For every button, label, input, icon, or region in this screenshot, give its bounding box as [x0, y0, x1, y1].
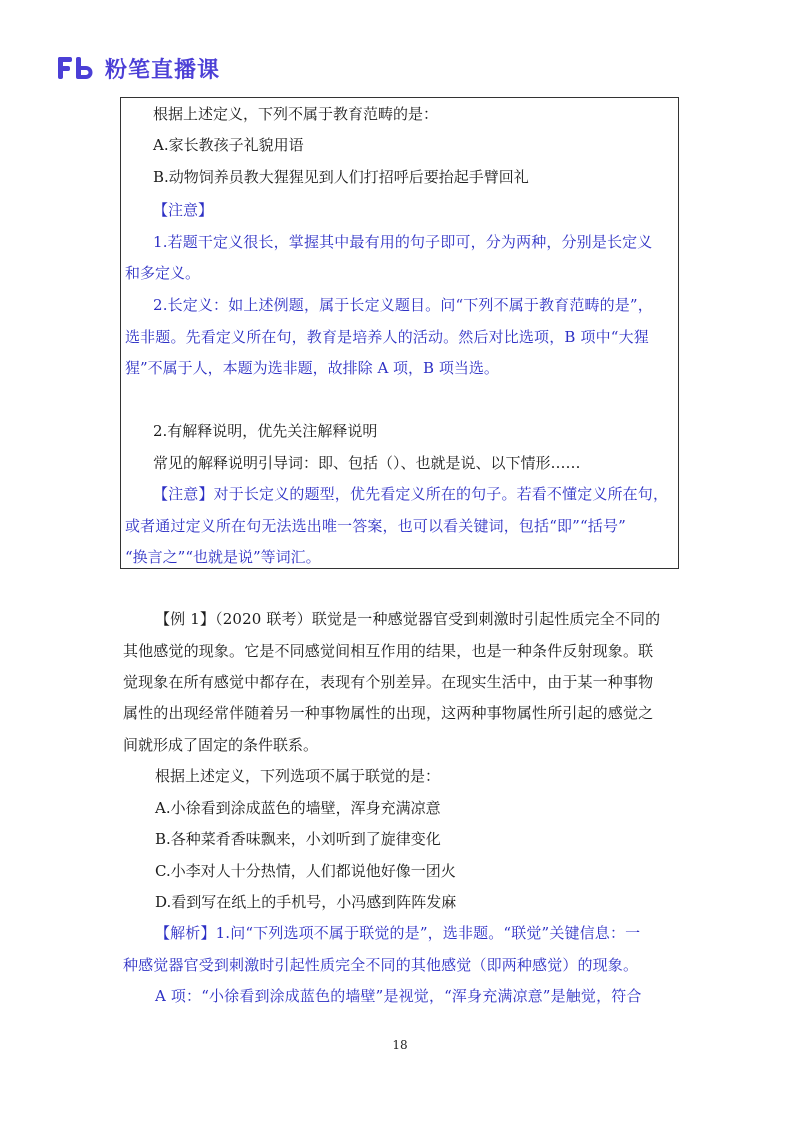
note2-line3: 猩”不属于人，本题为选非题，故排除 A 项，B 项当选。	[125, 359, 499, 377]
page-number: 18	[392, 1038, 408, 1052]
brand-name: 粉笔直播课	[105, 57, 221, 83]
note2-line2: 选非题。先看定义所在句，教育是培养人的活动。然后对比选项，B 项中“大猩	[125, 328, 649, 346]
analysis-line1: 【解析】1.问“下列选项不属于联觉的是”，选非题。“联觉”关键信息：一	[155, 924, 641, 942]
example-option-c: C.小李对人十分热情，人们都说他好像一团火	[155, 862, 456, 880]
analysis-line3: A 项：“小徐看到涂成蓝色的墙壁”是视觉，“浑身充满凉意”是触觉，符合	[155, 987, 642, 1005]
example-line1: 【例 1】（2020 联考）联觉是一种感觉器官受到刺激时引起性质完全不同的	[155, 610, 661, 628]
example-line3: 觉现象在所有感觉中都存在，表现有个别差异。在现实生活中，由于某一种事物	[123, 673, 654, 691]
fenbi-logo-icon	[57, 54, 97, 82]
note-heading: 【注意】	[153, 201, 214, 219]
note3-line2: 或者通过定义所在句无法选出唯一答案，也可以看关键词，包括“即”“括号”	[125, 517, 626, 535]
section2-text: 常见的解释说明引导词：即、包括（）、也就是说、以下情形……	[153, 454, 581, 472]
note2-line1: 2.长定义：如上述例题，属于长定义题目。问“下列不属于教育范畴的是”，	[153, 296, 653, 314]
note1-line1: 1.若题干定义很长，掌握其中最有用的句子即可，分为两种，分别是长定义	[153, 233, 653, 251]
box-question: 根据上述定义，下列不属于教育范畴的是：	[153, 105, 439, 123]
example-option-a: A.小徐看到涂成蓝色的墙壁，浑身充满凉意	[155, 799, 441, 817]
box-option-a: A.家长教孩子礼貌用语	[153, 136, 304, 154]
analysis-line2: 种感觉器官受到刺激时引起性质完全不同的其他感觉（即两种感觉）的现象。	[123, 956, 639, 974]
section2-title: 2.有解释说明，优先关注解释说明	[153, 422, 378, 440]
example-question: 根据上述定义，下列选项不属于联觉的是：	[155, 767, 441, 785]
example-line5: 间就形成了固定的条件联系。	[123, 736, 319, 754]
example-option-d: D.看到写在纸上的手机号，小冯感到阵阵发麻	[155, 893, 457, 911]
box-option-b: B.动物饲养员教大猩猩见到人们打招呼后要抬起手臂回礼	[153, 168, 529, 186]
note3-line3: “换言之”“也就是说”等词汇。	[125, 548, 321, 566]
brand-header	[57, 52, 220, 84]
example-option-b: B.各种菜肴香味飘来，小刘听到了旋律变化	[155, 830, 441, 848]
note1-line2: 和多定义。	[125, 264, 201, 282]
example-line4: 属性的出现经常伴随着另一种事物属性的出现，这两种事物属性所引起的感觉之	[123, 704, 654, 722]
note3-line1: 【注意】对于长定义的题型，优先看定义所在的句子。若看不懂定义所在句，	[153, 485, 669, 503]
example-line2: 其他感觉的现象。它是不同感觉间相互作用的结果，也是一种条件反射现象。联	[123, 642, 654, 660]
